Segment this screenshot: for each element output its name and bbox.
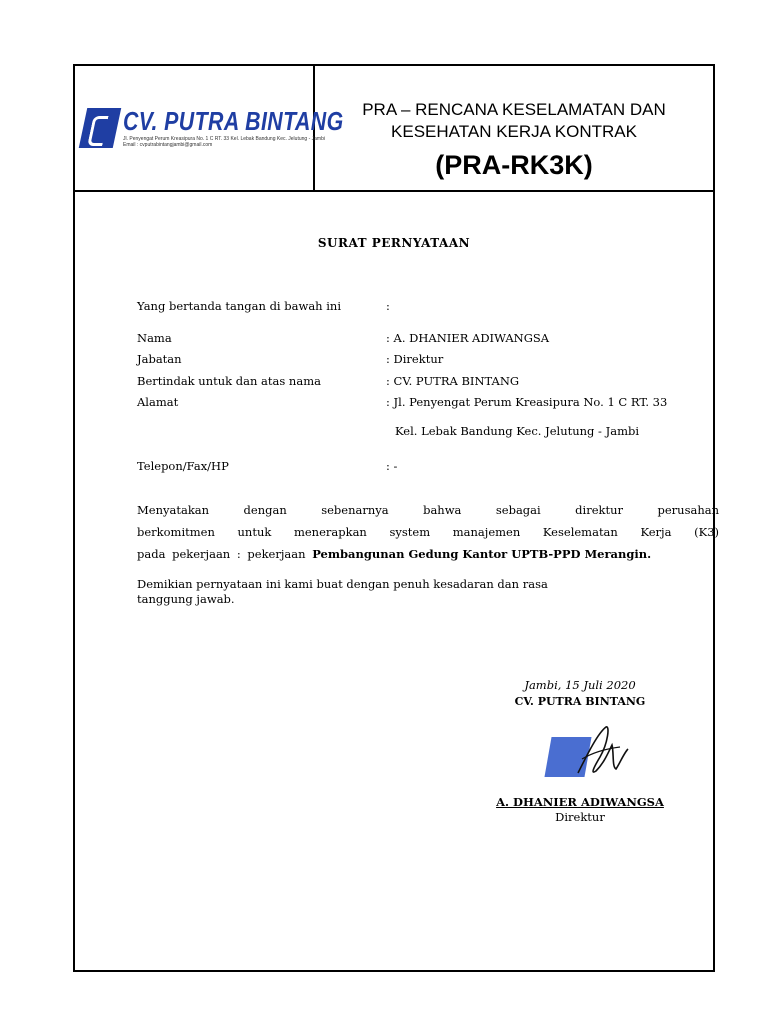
field-value-bertindak: : CV. PUTRA BINTANG [386, 374, 520, 388]
phone-label: Telepon/Fax/HP [137, 459, 229, 473]
field-label-alamat: Alamat [137, 395, 179, 409]
field-value-jabatan: : Direktur [386, 352, 444, 366]
closing-paragraph [137, 577, 647, 607]
statement-line-2: berkomitmen untuk menerapkan system manajemen Keselematan Kerja (K3) [137, 525, 719, 539]
company-stamp [548, 723, 608, 785]
company-address [123, 136, 325, 148]
document-title-line2: KESEHATAN KERJA KONTRAK [391, 122, 637, 141]
statement-line-3-prefix: pada pekerjaan : pekerjaan [137, 547, 313, 561]
signature-company: CV. PUTRA BINTANG [514, 695, 646, 708]
intro-value: : [386, 299, 390, 313]
signatory-role: Direktur [555, 810, 605, 824]
address-continuation: Kel. Lebak Bandung Kec. Jelutung - Jambi [395, 424, 640, 438]
project-name: Pembangunan Gedung Kantor UPTB-PPD Merangin. [312, 547, 652, 561]
field-label-jabatan: Jabatan [137, 352, 182, 366]
document-page [73, 64, 719, 972]
title-cell [315, 66, 713, 190]
logo-cell [75, 66, 344, 190]
signatory-name: A. DHANIER ADIWANGSA [496, 795, 664, 809]
intro-label: Yang bertanda tangan di bawah ini [137, 299, 342, 313]
company-logo [83, 104, 344, 154]
statement-line-1: Menyatakan dengan sebenarnya bahwa sebagai direktur perusahan [137, 503, 719, 517]
document-header [75, 66, 713, 192]
company-logo-mark-icon [79, 108, 122, 148]
phone-value: : - [386, 459, 398, 473]
document-title-line1: PRA – RENCANA KESELAMATAN DAN [362, 100, 666, 119]
document-title-code: (PRA-RK3K) [435, 150, 593, 180]
field-label-nama: Nama [137, 331, 172, 345]
company-address-line: Jl. Penyengat Perum Kreasipura No. 1 C RT. 33 Kel. Lebak Bandung Kec. Jelutung - Jambi [123, 136, 325, 142]
closing-line-1: Demikian pernyataan ini kami buat dengan penuh kesadaran dan rasa [137, 577, 548, 591]
statement-line-3 [137, 543, 719, 565]
field-value-alamat: : Jl. Penyengat Perum Kreasipura No. 1 C RT. 33 [386, 395, 668, 409]
company-email: Email : cvputrabintangjambi@gmail.com [123, 142, 213, 148]
signature-place-date: Jambi, 15 Juli 2020 [524, 678, 636, 692]
signature-block [485, 678, 675, 824]
field-label-bertindak: Bertindak untuk dan atas nama [137, 374, 321, 388]
closing-line-2: tanggung jawab. [137, 592, 235, 606]
statement-heading: SURAT PERNYATAAN [317, 236, 471, 250]
handwritten-signature-icon [568, 723, 638, 785]
field-value-nama: : A. DHANIER ADIWANGSA [386, 331, 550, 345]
company-logo-text: CV. PUTRA BINTANG [123, 106, 344, 136]
